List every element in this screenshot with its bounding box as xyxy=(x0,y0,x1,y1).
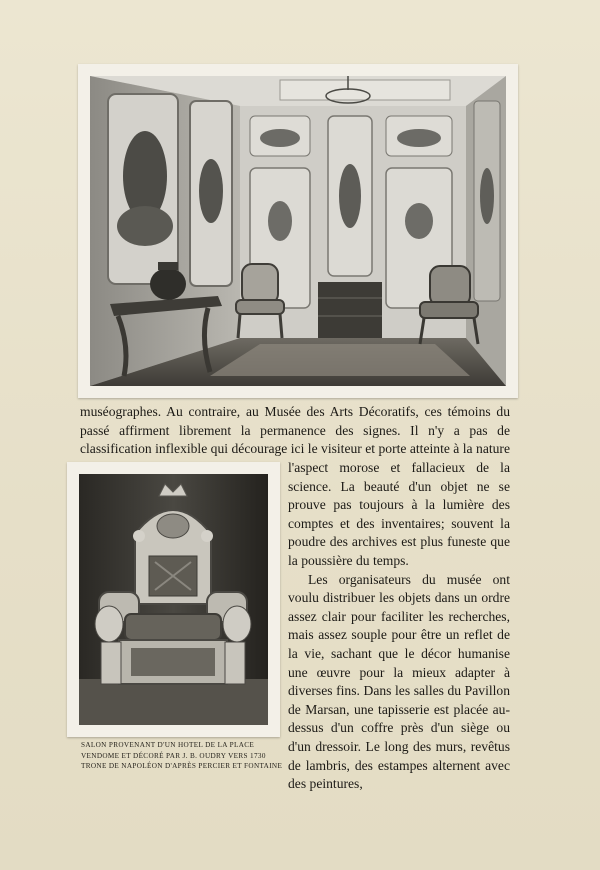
caption-line-2: VENDOME ET DÉCORÉ PAR J. B. OUDRY VERS 1730 xyxy=(81,751,266,760)
throne-photograph xyxy=(67,462,280,737)
salon-photograph xyxy=(78,64,518,398)
caption-line-3: TRONE DE NAPOLÉON D'APRÈS PERCIER ET FONTAINE xyxy=(81,762,283,771)
body-text-column xyxy=(288,459,510,794)
caption-line-1: SALON PROVENANT D'UN HOTEL DE LA PLACE xyxy=(81,741,255,749)
photo-caption xyxy=(81,740,291,772)
paragraph-organisateurs: Les organisateurs du musée ont voulu distribuer les objets dans un ordre assez clair pour faciliter les recherches, mais assez souple pour être un reflet de la vie, sachant que le décor humanise une œuvre pour la mieux adapter à diverses fins. Dans les salles du Pavillon de Marsan, une tapisserie est placée au-dessus d'un coffre près d'un siège ou d'un dressoir. Le long des murs, revêtus de lambris, des estampes alternent avec des peintures, xyxy=(288,571,510,792)
salon-photograph-image xyxy=(90,76,506,386)
paragraph-intro: muséographes. Au contraire, au Musée des Arts Décoratifs, ces témoins du passé affirment librement la permanence des signes. Il n'y a pas de classification inflexible qui décourage ici le visiteur et porte atteinte à la nature xyxy=(80,404,510,457)
paragraph-beauty: l'aspect morose et fallacieux de la science. La beauté d'un objet ne se prouve pas toujours à la lumière des comptes et des inventaires; souvent la poudre des archives est plus funeste que la poussière du temps. xyxy=(288,460,510,568)
throne-photograph-image xyxy=(79,474,268,725)
